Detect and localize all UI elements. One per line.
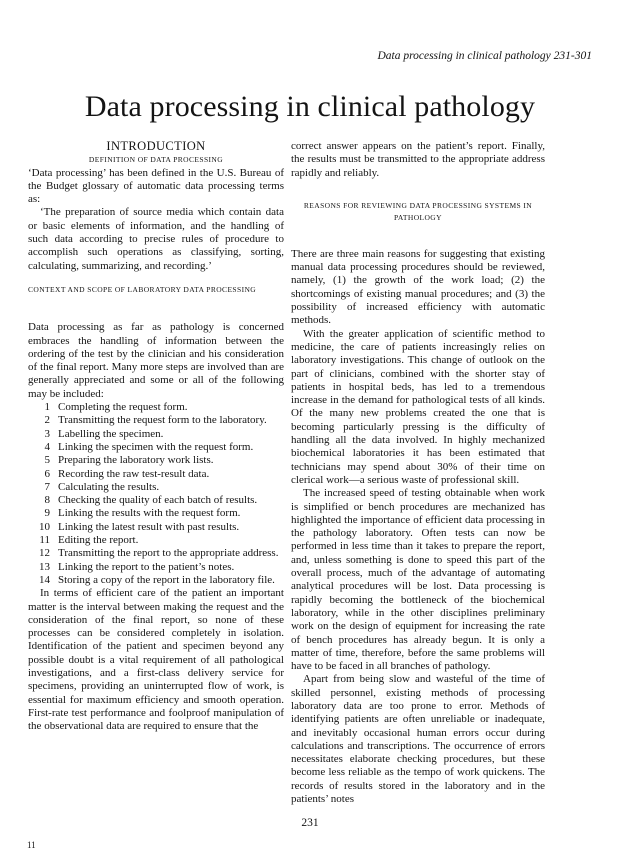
step-number: 1 bbox=[44, 401, 50, 414]
list-item bbox=[28, 507, 284, 520]
page-number: 231 bbox=[301, 817, 319, 829]
step-number: 7 bbox=[44, 480, 50, 493]
introduction-heading: INTRODUCTION bbox=[106, 139, 206, 153]
step-text: Recording the raw test-result data. bbox=[58, 467, 210, 480]
running-head: Data processing in clinical pathology 231-301 bbox=[377, 50, 592, 62]
reasons-paragraph-3: The increased speed of testing obtainable when work is simplified or bench procedures are mechanized has highlighted the importance of efficient data processing in the pathology laboratory. Often tests can now be performed in less time than it takes to prepare the report, and, unless something is done to speed this part of the overall process, much of the advantage of automating analytical procedures will be lost. Data processing is rapidly becoming the bottleneck of the biochemical laboratory, while in the other disciplines preliminary work on the design of equipment for increasing the rate of bench procedures has already begun. It is only a matter of time, therefore, before the same problems will have to be faced in all branches of pathology. bbox=[291, 487, 545, 673]
list-item bbox=[28, 561, 284, 574]
list-item bbox=[28, 468, 284, 481]
step-number: 10 bbox=[39, 520, 50, 533]
right-column bbox=[291, 140, 545, 806]
signature-mark: 11 bbox=[27, 840, 36, 850]
list-item bbox=[28, 534, 284, 547]
list-item bbox=[28, 441, 284, 454]
step-number: 14 bbox=[39, 573, 50, 586]
step-text: Linking the latest result with past results. bbox=[58, 520, 240, 533]
step-text: Editing the report. bbox=[58, 534, 139, 547]
step-text: Transmitting the request form to the laboratory. bbox=[58, 414, 267, 427]
list-item bbox=[28, 547, 284, 560]
left-column bbox=[28, 140, 284, 733]
reasons-paragraph-2: With the greater application of scientific method to medicine, the care of patients increasingly relies on laboratory investigations. This change of outlook on the part of clinicians, combined with the shorter stay of patients in hospital beds, has led to a tremendous increase in the demand for pathological tests of all kinds. Of the many new problems created the one that is becoming particularly pressing is the difficulty of handling all the data involved. In highly mechanized biochemical laboratories it has been estimated that technicians may spend about 30% of their time on clerical work—a serious waste of professional skill. bbox=[291, 327, 545, 486]
step-number: 12 bbox=[39, 547, 50, 560]
step-text: Checking the quality of each batch of results. bbox=[58, 494, 258, 507]
step-text: Linking the specimen with the request form. bbox=[58, 440, 254, 453]
list-item bbox=[28, 454, 284, 467]
step-number: 8 bbox=[44, 494, 50, 507]
list-item bbox=[28, 574, 284, 587]
step-text: Preparing the laboratory work lists. bbox=[58, 454, 214, 467]
list-item bbox=[28, 481, 284, 494]
step-text: Linking the report to the patient’s notes. bbox=[58, 560, 235, 573]
step-number: 6 bbox=[44, 467, 50, 480]
reasons-paragraph-1: There are three main reasons for suggesting that existing manual data processing procedures should be reviewed, namely, (1) the growth of the work load; (2) the shortcomings of existing manual procedures; and (3) the possibility of increased efficiency with automatic methods. bbox=[291, 247, 545, 327]
steps-list bbox=[28, 401, 284, 587]
article-title: Data processing in clinical pathology bbox=[84, 90, 536, 123]
step-text: Linking the results with the request form. bbox=[58, 507, 241, 520]
definition-quote: ‘The preparation of source media which contain data or basic elements of information, and the handling of such data according to precise rules of procedure to accomplish such operations as classifying, sorting, calculating, summarizing, and recording.’ bbox=[28, 206, 284, 272]
step-text: Storing a copy of the report in the laboratory file. bbox=[58, 573, 275, 586]
step-number: 9 bbox=[44, 507, 50, 520]
step-number: 11 bbox=[39, 534, 50, 547]
definition-subheading: DEFINITION OF DATA PROCESSING bbox=[88, 155, 224, 165]
reasons-paragraph-4: Apart from being slow and wasteful of the time of skilled personnel, existing methods of processing laboratory data are too prone to error. Methods of identifying patients are often unreliable or inadequate, and inevitably occasional human errors occur during calculations and transcriptions. The occurrence of errors necessitates elaborate checking procedures, but these become less reliable as the tempo of work quickens. The records of results stored in the laboratory and in the patients’ notes bbox=[291, 673, 545, 806]
step-number: 5 bbox=[44, 454, 50, 467]
context-paragraph-2: In terms of efficient care of the patient an important matter is the interval between making the request and the consideration of the final report, so none of these processes can be considered completely in isolation. Identification of the patient and specimen beyond any possible doubt is a vital requirement of all pathological investigations, and a first-class delivery service for specimens, providing an uninterrupted flow of work, is essential for maximum efficiency and smooth operation. First-rate test performance and foolproof manipulation of the observational data are required to ensure that the bbox=[28, 587, 284, 733]
context-subheading: CONTEXT AND SCOPE OF LABORATORY DATA PROCESSING bbox=[28, 284, 257, 294]
context-paragraph: Data processing as far as pathology is concerned embraces the handling of information between the ordering of the test by the clinician and his consideration of the final report. Many more steps are involved than are generally appreciated and some or all of the following may be included: bbox=[28, 321, 284, 400]
step-text: Labelling the specimen. bbox=[58, 427, 164, 440]
step-number: 13 bbox=[39, 560, 50, 573]
step-number: 4 bbox=[44, 440, 50, 453]
continued-paragraph: correct answer appears on the patient’s report. Finally, the results must be transmitted to the appropriate address rapidly and reliably. bbox=[291, 140, 545, 179]
reasons-subheading: REASONS FOR REVIEWING DATA PROCESSING SYSTEMS IN PATHOLOGY bbox=[303, 200, 533, 222]
definition-paragraph: ‘Data processing’ has been defined in the U.S. Bureau of the Budget glossary of automatic data processing terms as: bbox=[28, 166, 284, 206]
step-number: 2 bbox=[44, 414, 50, 427]
list-item bbox=[28, 494, 284, 507]
step-text: Transmitting the report to the appropriate address. bbox=[58, 547, 279, 560]
list-item bbox=[28, 428, 284, 441]
step-text: Calculating the results. bbox=[58, 480, 160, 493]
list-item bbox=[28, 414, 284, 427]
list-item bbox=[28, 521, 284, 534]
list-item bbox=[28, 401, 284, 414]
step-text: Completing the request form. bbox=[58, 401, 188, 414]
step-number: 3 bbox=[44, 427, 50, 440]
